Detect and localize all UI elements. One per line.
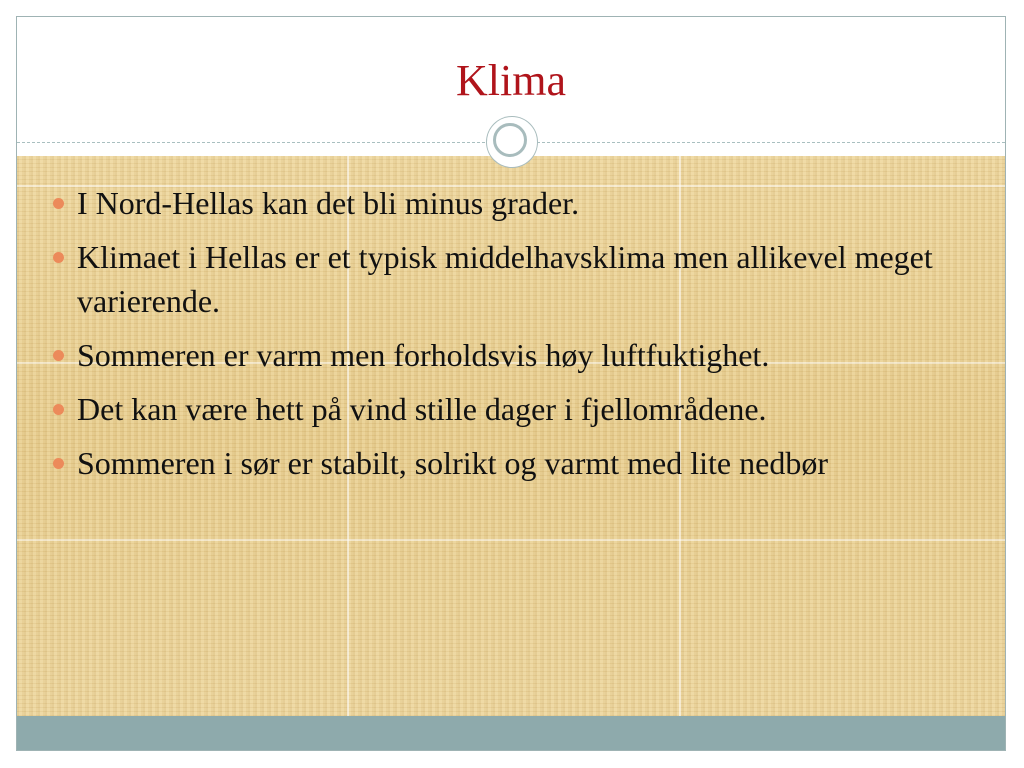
footer-bar <box>17 716 1005 751</box>
circle-divider-ring <box>493 123 527 157</box>
bullet-dot-icon <box>53 198 64 209</box>
bullet-text: Sommeren i sør er stabilt, solrikt og varmt med lite nedbør <box>77 445 828 481</box>
bullet-dot-icon <box>53 350 64 361</box>
bullet-text: Det kan være hett på vind stille dager i fjellområdene. <box>77 391 767 427</box>
bullet-item <box>51 333 951 377</box>
bullet-dot-icon <box>53 252 64 263</box>
bullet-dot-icon <box>53 404 64 415</box>
bullet-item <box>51 387 951 431</box>
bullet-list <box>51 181 951 495</box>
slide-title: Klima <box>456 56 566 105</box>
bullet-text: Sommeren er varm men forholdsvis høy luftfuktighet. <box>77 337 770 373</box>
bullet-item <box>51 181 951 225</box>
bullet-item <box>51 235 951 323</box>
slide <box>16 16 1006 751</box>
bullet-item <box>51 441 951 485</box>
circle-divider-icon <box>487 117 537 167</box>
bullet-text: Klimaet i Hellas er et typisk middelhavsklima men allikevel meget varierende. <box>77 239 933 319</box>
bullet-dot-icon <box>53 458 64 469</box>
bullet-text: I Nord-Hellas kan det bli minus grader. <box>77 185 580 221</box>
